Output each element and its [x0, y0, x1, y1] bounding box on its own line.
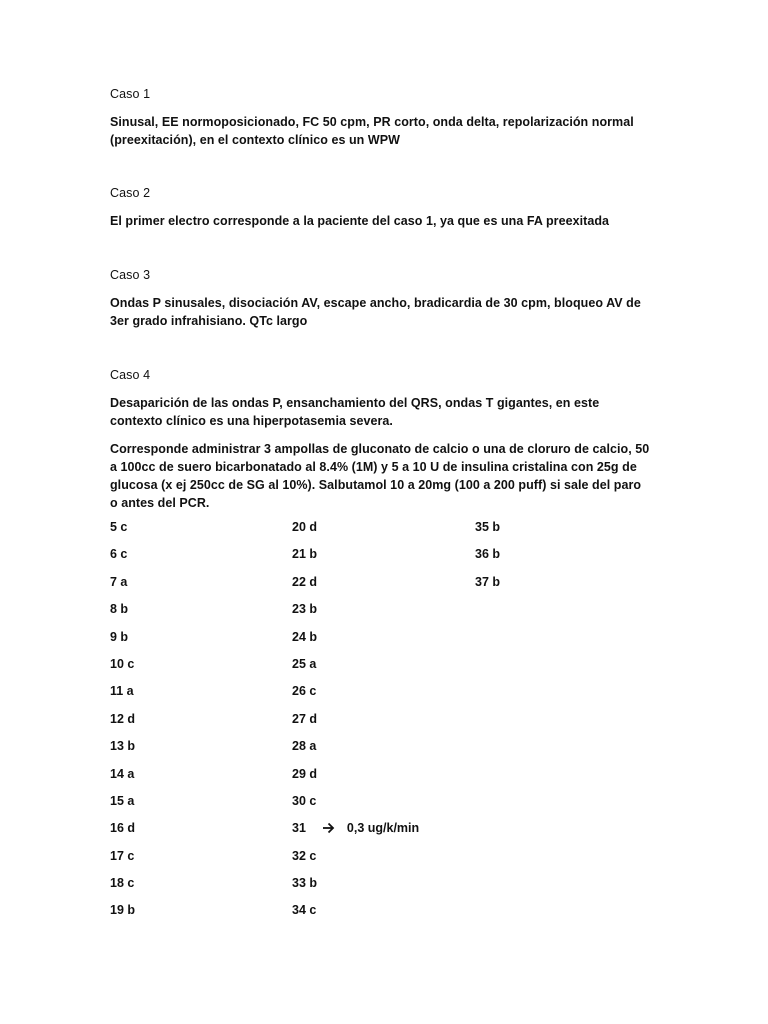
- answer-item: 7 a: [110, 574, 128, 589]
- answers-column-2: [292, 519, 419, 930]
- case-3-title: Caso 3: [110, 268, 151, 282]
- answer-item: 8 b: [110, 602, 129, 617]
- answer-item: 15 a: [110, 793, 135, 808]
- answer-item: 26 c: [292, 684, 317, 699]
- answer-item: 24 b: [292, 629, 318, 644]
- answer-31-number: 31: [292, 821, 306, 836]
- case-1-title: Caso 1: [110, 87, 151, 101]
- answer-item: 35 b: [475, 520, 501, 534]
- case-4-text-1: Desaparición de las ondas P, ensanchamiento del QRS, ondas T gigantes, en este contexto clínico es una hiperpotasemia severa.: [110, 396, 600, 428]
- case-2-title: Caso 2: [110, 186, 151, 200]
- answer-item: 37 b: [475, 574, 501, 589]
- case-4-text-2: Corresponde administrar 3 ampollas de gluconato de calcio o una de cloruro de calcio, 50 a 100cc de suero bicarbonatado al 8.4% (1M) y 5 a 10 U de insulina cristalina con 25g de glucosa (x ej 250cc de SG al 10%). Salbutamol 10 a 20mg (100 a 200 puff) si sale del paro o antes del PCR.: [110, 442, 650, 510]
- answer-item: 12 d: [110, 711, 136, 726]
- answer-item: 23 b: [292, 602, 318, 617]
- answer-item-31: [292, 820, 419, 847]
- answer-item: 18 c: [110, 876, 135, 891]
- answer-item: 22 d: [292, 574, 318, 589]
- answer-item: 16 d: [110, 821, 136, 836]
- answer-item: 14 a: [110, 766, 135, 781]
- case-4-title: Caso 4: [110, 368, 151, 382]
- answer-item: 17 c: [110, 848, 135, 863]
- answer-item: 27 d: [292, 711, 318, 726]
- answer-item: 11 a: [110, 684, 134, 699]
- answer-item: 20 d: [292, 520, 318, 534]
- answer-item: 34 c: [292, 903, 317, 918]
- answer-item: 33 b: [292, 876, 318, 891]
- right-arrow-icon: [322, 820, 335, 836]
- answers-column-3: [475, 519, 500, 601]
- answer-item: 9 b: [110, 629, 129, 644]
- answer-item: 25 a: [292, 656, 317, 671]
- answer-item: 32 c: [292, 848, 317, 863]
- answer-item: 36 b: [475, 547, 501, 562]
- answer-item: 30 c: [292, 793, 317, 808]
- case-3-text: Ondas P sinusales, disociación AV, escape ancho, bradicardia de 30 cpm, bloqueo AV de 3er grado infrahisiano. QTc largo: [110, 296, 641, 328]
- answer-item: 6 c: [110, 547, 128, 562]
- answer-31-note: 0,3 ug/k/min: [346, 821, 420, 836]
- answer-item: 28 a: [292, 739, 317, 754]
- answer-item: 10 c: [110, 656, 135, 671]
- answer-item: 13 b: [110, 739, 136, 754]
- answers-column-1: [110, 519, 135, 930]
- answer-item: 5 c: [110, 520, 128, 534]
- answer-item: 21 b: [292, 547, 318, 562]
- case-2-text: El primer electro corresponde a la paciente del caso 1, ya que es una FA preexitada: [110, 214, 610, 228]
- answer-item: 19 b: [110, 903, 136, 918]
- answer-item: 29 d: [292, 766, 318, 781]
- case-1-text: Sinusal, EE normoposicionado, FC 50 cpm, PR corto, onda delta, repolarización normal (preexitación), en el contexto clínico es un WPW: [110, 115, 634, 147]
